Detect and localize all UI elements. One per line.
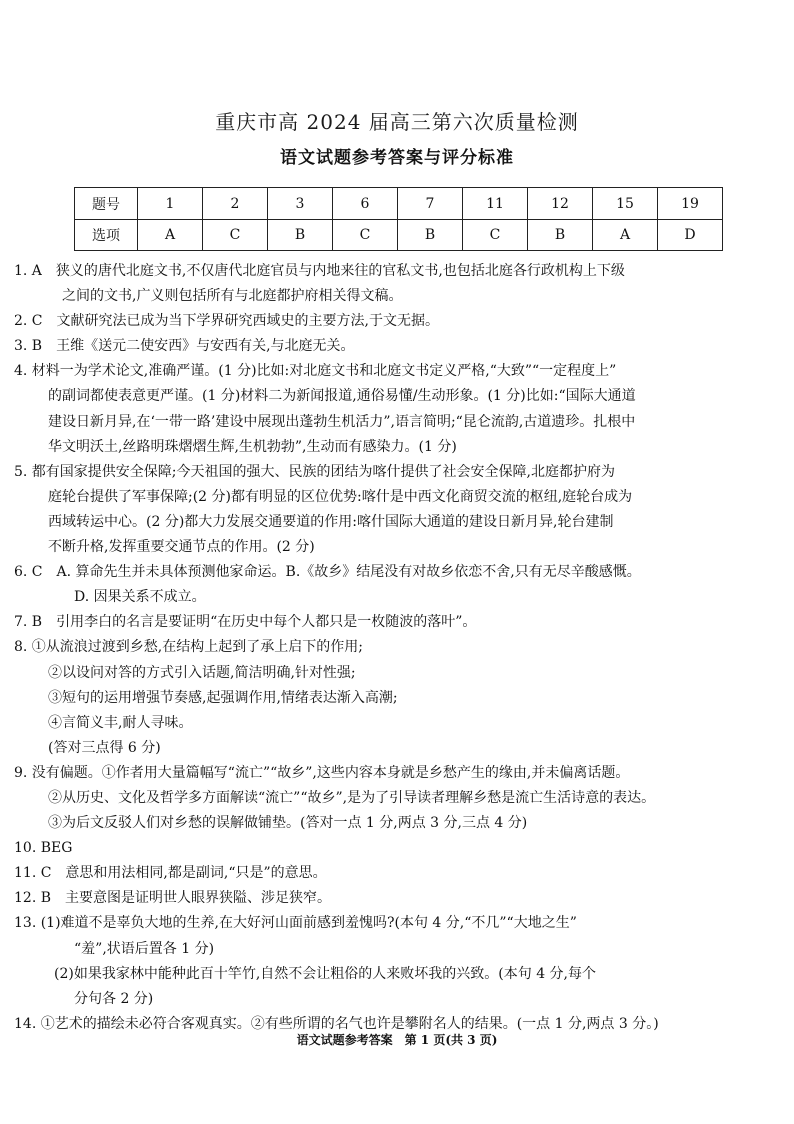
answer-line: 建设日新月异,在‘一带一路’建设中展现出蓬勃生机活力”,语言简明;“昆仑流韵,古道遗珍。扎根中	[48, 413, 636, 430]
question-number-cell: 15	[593, 188, 658, 220]
answer-line: (2)如果我家林中能种此百十竿竹,自然不会让粗俗的人来败坏我的兴致。(本句 4 分,每个	[54, 965, 596, 982]
answer-line: 不断升格,发挥重要交通节点的作用。(2 分)	[48, 539, 315, 556]
row-label-option: 选项	[75, 220, 138, 251]
answer-line: (答对三点得 6 分)	[48, 739, 161, 756]
answer-line: 1. A 狭义的唐代北庭文书,不仅唐代北庭官员与内地来往的官私文书,也包括北庭各行政机构上下级	[14, 263, 625, 279]
answer-line: 分句各 2 分)	[74, 990, 154, 1007]
answer-line: ②从历史、文化及哲学多方面解读“流亡”“故乡”,是为了引导读者理解乡愁是流亡生活诗意的表达。	[48, 789, 656, 806]
question-number-cell: 3	[268, 188, 333, 220]
answer-item-1	[14, 259, 780, 309]
answer-item-11	[14, 861, 780, 886]
answer-line: 5. 都有国家提供安全保障;今天祖国的强大、民族的团结为喀什提供了社会安全保障,北庭都护府为	[14, 463, 615, 480]
answer-item-10	[14, 836, 780, 861]
answer-line: 14. ①艺术的描绘未必符合客观真实。②有些所谓的名气也许是攀附名人的结果。(一点 1 分,两点 3 分。)	[14, 1015, 659, 1032]
answer-item-12	[14, 886, 780, 911]
answer-item-3	[14, 334, 780, 359]
question-number-cell: 2	[203, 188, 268, 220]
question-number-cell: 19	[658, 188, 723, 220]
answer-line: 9. 没有偏题。①作者用大量篇幅写“流亡”“故乡”,这些内容本身就是乡愁产生的缘由,并未偏离话题。	[14, 764, 630, 781]
answer-line: 4. 材料一为学术论文,准确严谨。(1 分)比如:对北庭文书和北庭文书定义严格,“大致”“一定程度上”	[14, 363, 617, 380]
answer-item-6	[14, 560, 780, 610]
answer-line: 的副词都使表意更严谨。(1 分)材料二为新闻报道,通俗易懂/生动形象。(1 分)比如:“国际大通道	[48, 388, 636, 405]
option-cell: D	[658, 220, 723, 251]
row-label-number: 题号	[75, 188, 138, 220]
answer-line: 10. BEG	[14, 840, 73, 857]
answer-line: 华文明沃土,丝路明珠熠熠生辉,生机勃勃”,生动而有感染力。(1 分)	[48, 438, 457, 455]
question-number-cell: 12	[528, 188, 593, 220]
page-subtitle: 语文试题参考答案与评分标准	[280, 148, 514, 168]
page-footer: 语文试题参考答案 第 1 页(共 3 页)	[296, 1033, 498, 1047]
option-cell: A	[138, 220, 203, 251]
answer-line: 2. C 文献研究法已成为当下学界研究西域史的主要方法,于文无据。	[14, 313, 439, 330]
option-cell: B	[268, 220, 333, 251]
answer-line: 西域转运中心。(2 分)都大力发展交通要道的作用:喀什国际大通道的建设日新月异,轮台建制	[48, 513, 614, 530]
answer-line: 之间的文书,广义则包括所有与北庭都护府相关得文稿。	[62, 288, 403, 305]
option-cell: B	[528, 220, 593, 251]
answer-line: 3. B 王维《送元二使安西》与安西有关,与北庭无关。	[14, 338, 355, 355]
option-cell: A	[593, 220, 658, 251]
option-cell: C	[463, 220, 528, 251]
answer-line: ③短句的运用增强节奏感,起强调作用,情绪表达渐入高潮;	[48, 689, 398, 706]
answer-line: 11. C 意思和用法相同,都是副词,“只是”的意思。	[14, 865, 327, 882]
answer-item-4	[14, 359, 780, 459]
option-cell: C	[333, 220, 398, 251]
question-number-cell: 7	[398, 188, 463, 220]
answer-item-13	[14, 911, 780, 1011]
answer-line: 13. (1)难道不是辜负大地的生养,在大好河山面前感到羞愧吗?(本句 4 分,“不几”“大地之生”	[14, 915, 577, 932]
answer-line: “羞”,状语后置各 1 分)	[74, 940, 215, 957]
answer-line: ②以设问对答的方式引入话题,简洁明确,针对性强;	[48, 664, 356, 681]
answer-line: 7. B 引用李白的名言是要证明“在历史中每个人都只是一枚随波的落叶”。	[14, 614, 477, 631]
answer-item-9	[14, 761, 780, 836]
answer-table	[74, 187, 723, 251]
answer-item-7	[14, 610, 780, 635]
answer-line: ③为后文反驳人们对乡愁的误解做铺垫。(答对一点 1 分,两点 3 分,三点 4 分)	[48, 815, 528, 832]
answer-table-row-numbers	[75, 188, 723, 220]
question-number-cell: 11	[463, 188, 528, 220]
answer-list	[14, 259, 780, 1037]
answer-item-5	[14, 460, 780, 560]
answer-line: D. 因果关系不成立。	[74, 589, 206, 606]
question-number-cell: 6	[333, 188, 398, 220]
answer-line: 12. B 主要意图是证明世人眼界狭隘、涉足狭窄。	[14, 890, 332, 907]
answer-table-row-options	[75, 220, 723, 251]
page-title: 重庆市高 2024 届高三第六次质量检测	[215, 110, 579, 134]
answer-line: ④言简义丰,耐人寻味。	[48, 714, 193, 731]
question-number-cell: 1	[138, 188, 203, 220]
option-cell: B	[398, 220, 463, 251]
answer-line: 8. ①从流浪过渡到乡愁,在结构上起到了承上启下的作用;	[14, 639, 363, 656]
answer-item-2	[14, 309, 780, 334]
answer-item-8	[14, 635, 780, 760]
answer-line: 庭轮台提供了军事保障;(2 分)都有明显的区位优势:喀什是中西文化商贸交流的枢纽,庭轮台成为	[48, 488, 633, 505]
option-cell: C	[203, 220, 268, 251]
answer-line: 6. C A. 算命先生并未具体预测他家命运。B.《故乡》结尾没有对故乡依恋不舍,只有无尽辛酸感慨。	[14, 564, 641, 581]
